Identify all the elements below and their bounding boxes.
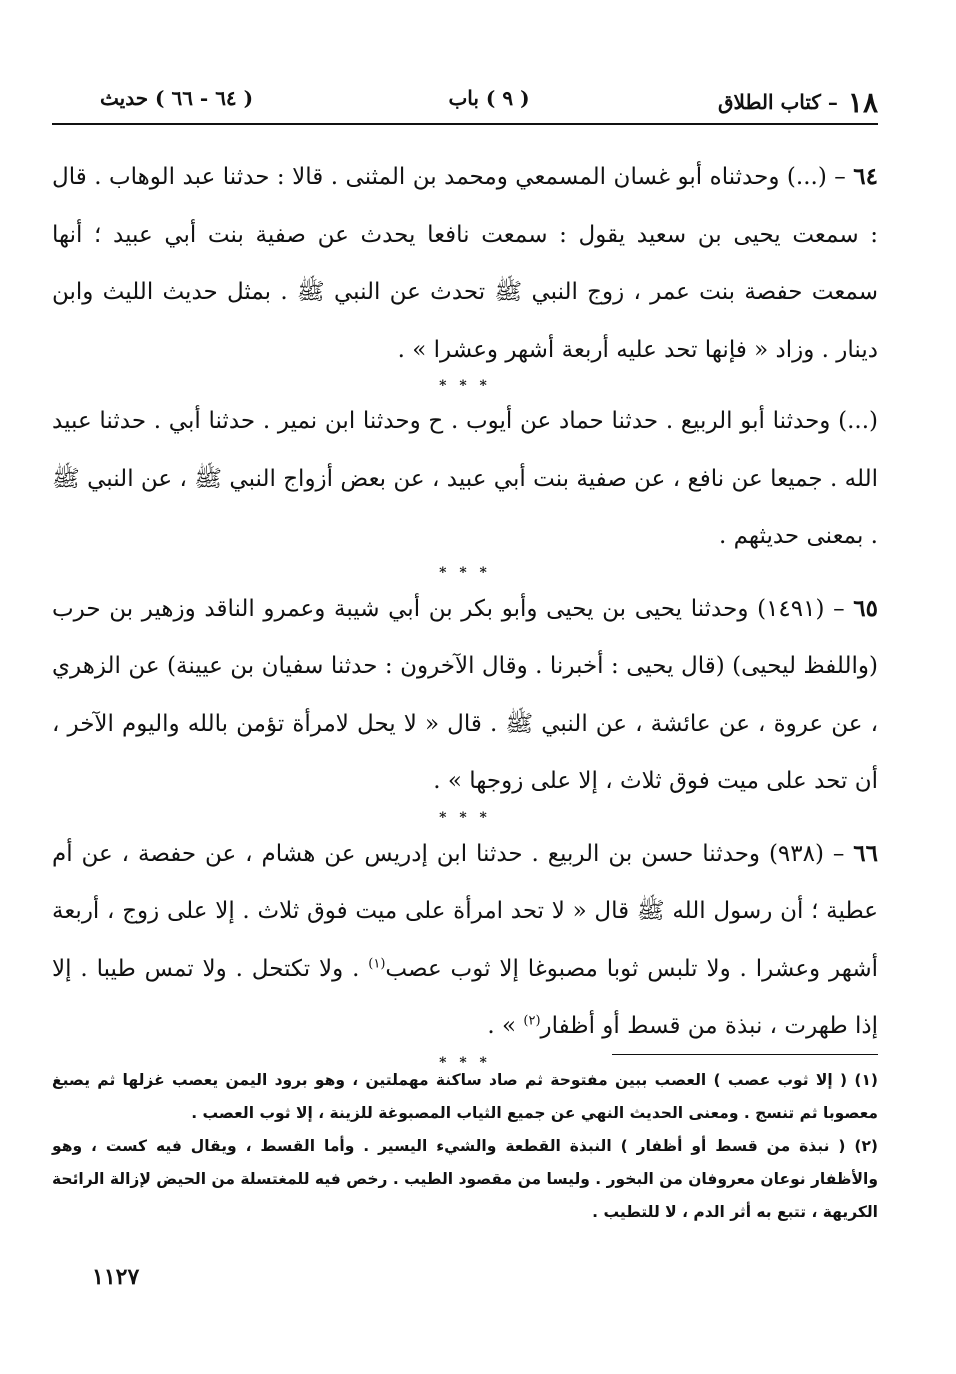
hadith-number: ٦٦ bbox=[853, 839, 878, 867]
hadith-text: . ولا تكتحل . ولا تمس طيبا . إلا إذا طهرت ، نبذة من قسط أو أظفار bbox=[52, 955, 878, 1039]
header-book-name: – كتاب الطلاق bbox=[718, 90, 838, 114]
footnote-1: (١) ( إلا ثوب عصب ) العصب ببين مفتوحة ثم صاد ساكنة مهملتين ، وهو برود اليمن يعصب غزلها ثم يصبغ معصوبا ثم تنسج . ومعنى الحديث النهي عن جميع الثياب المصبوغة للزينة ، إلا ثوب العصب . bbox=[52, 1071, 878, 1122]
hadith-number: ٦٥ bbox=[853, 594, 878, 622]
footnote-2: (٢) ( نبذة من قسط أو أظفار ) النبذة القطعة والشيء اليسير . وأما القسط ، ويقال فيه كست ، وهو والأظفار نوعان معروفان من البخور . وليسا من مقصود الطيب . رخص فيه للمغتسلة من الحيض لإزالة الرائحة الكريهة ، تتبع به أثر الدم ، لا للتطيب . bbox=[52, 1137, 878, 1221]
hadith-paragraph bbox=[52, 825, 878, 1056]
footnote-divider bbox=[612, 1054, 878, 1055]
header-hadith-range: ( ٦٤ - ٦٦ ) حديث bbox=[100, 86, 254, 110]
footnote-ref-1[interactable]: (١) bbox=[368, 955, 386, 971]
hadith-paragraph bbox=[52, 580, 878, 811]
header-divider bbox=[52, 123, 878, 125]
section-separator: * * * bbox=[439, 1054, 491, 1071]
section-separator: * * * bbox=[439, 564, 491, 581]
section-separator: * * * bbox=[439, 809, 491, 826]
page-number: ١١٢٧ bbox=[92, 1264, 140, 1290]
hadith-paragraph bbox=[52, 148, 878, 379]
running-header bbox=[100, 78, 878, 124]
hadith-number: ٦٤ bbox=[853, 163, 878, 190]
hadith-text: – (٩٣٨) وحدثنا حسن بن الربيع . حدثنا ابن إدريس عن هشام ، عن حفصة ، عن أم عطية ؛ أن رسول الله ﷺ قال « لا تحد امرأة على ميت فوق ثلاث . إلا على زوج ، أربعة أشهر وعشرا . ولا تلبس ثوبا مصبوغا إلا ثوب عصب bbox=[52, 840, 878, 982]
hadith-text: » . bbox=[487, 1013, 524, 1039]
hadith-text: – (١٤٩١) وحدثنا يحيى بن يحيى وأبو بكر بن أبي شيبة وعمرو الناقد وزهير بن حرب (واللفظ ليحيى) (قال يحيى : أخبرنا . وقال الآخرون : حدثنا سفيان بن عيينة) عن الزهري ، عن عروة ، عن عائشة ، عن النبي ﷺ . قال « لا يحل لامرأة تؤمن بالله واليوم الآخر ، أن تحد على ميت فوق ثلاث ، إلا على زوجها » . bbox=[52, 595, 878, 794]
header-chapter: ( ٩ ) باب bbox=[448, 86, 530, 110]
footnote-ref-2[interactable]: (٢) bbox=[523, 1013, 541, 1029]
hadith-text: (...) وحدثنا أبو الربيع . حدثنا حماد عن أيوب . ح وحدثنا ابن نمير . حدثنا أبي . حدثنا عبيد الله . جميعا عن نافع ، عن صفية بنت أبي عبيد ، عن بعض أزواج النبي ﷺ ، عن النبي ﷺ . بمعنى حديثهم . bbox=[52, 408, 878, 549]
hadith-text: – (...) وحدثناه أبو غسان المسمعي ومحمد بن المثنى . قالا : حدثنا عبد الوهاب . قال : سمعت يحيى بن سعيد يقول : سمعت نافعا يحدث عن صفية بنت أبي عبيد ؛ أنها سمعت حفصة بنت عمر ، زوج النبي ﷺ تحدث عن النبي ﷺ . بمثل حديث الليث وابن دينار . وزاد « فإنها تحد عليه أربعة أشهر وعشرا » . bbox=[52, 164, 878, 363]
hadith-paragraph bbox=[52, 393, 878, 566]
header-page-label: ١٨ bbox=[847, 86, 878, 119]
section-separator: * * * bbox=[439, 378, 491, 394]
header-book-title bbox=[718, 86, 878, 119]
footnotes bbox=[52, 1064, 878, 1229]
main-text bbox=[52, 148, 878, 1070]
